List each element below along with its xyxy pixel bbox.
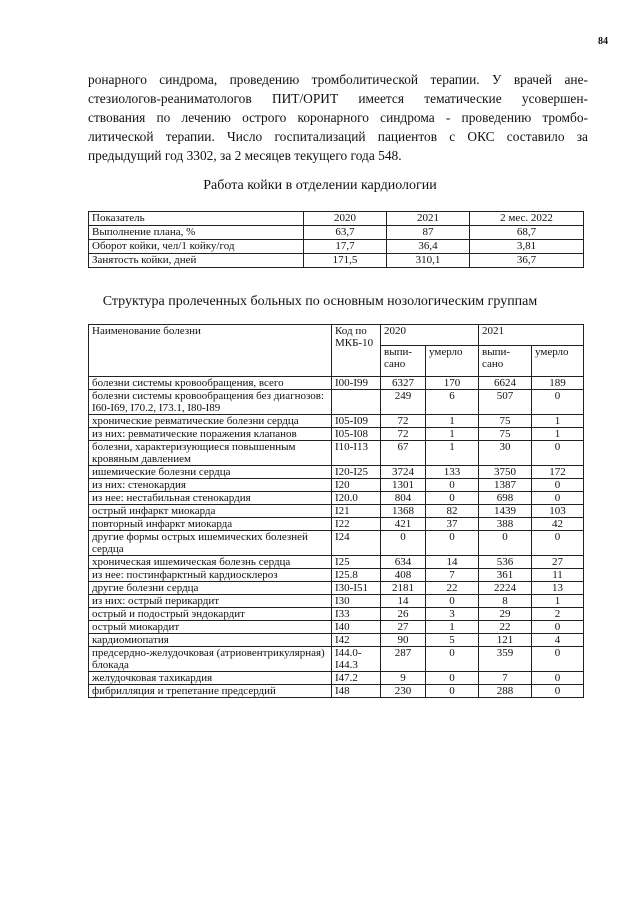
page-number: 84 [598, 36, 608, 47]
header-cell: Код по МКБ-10 [332, 325, 381, 377]
value-cell: 27 [381, 621, 426, 634]
value-cell: 1 [426, 621, 479, 634]
disease-name-cell: повторный инфаркт миокарда [89, 518, 332, 531]
header-cell: выпи-сано [381, 346, 426, 377]
header-cell: 2020 [381, 325, 479, 346]
disease-name-cell: другие формы острых ишемических болезней сердца [89, 531, 332, 556]
value-cell: 8 [479, 595, 532, 608]
value-cell: 0 [479, 531, 532, 556]
table-row [89, 226, 584, 240]
disease-name-cell: хронические ревматические болезни сердца [89, 415, 332, 428]
icd-code-cell: I10-I13 [332, 441, 381, 466]
icd-code-cell: I05-I08 [332, 428, 381, 441]
value-cell: 1387 [479, 479, 532, 492]
value-cell: 0 [532, 492, 584, 505]
value-cell: 172 [532, 466, 584, 479]
table-row [89, 582, 584, 595]
disease-name-cell: из нее: постинфарктный кардиосклероз [89, 569, 332, 582]
disease-name-cell: предсердно-желудочковая (атриовентрикулярная) блокада [89, 647, 332, 672]
value-cell: 1 [532, 415, 584, 428]
cell: 68,7 [470, 226, 584, 240]
value-cell: 3750 [479, 466, 532, 479]
value-cell: 37 [426, 518, 479, 531]
header-cell: умерло [532, 346, 584, 377]
header-cell: 2021 [387, 212, 470, 226]
value-cell: 7 [479, 672, 532, 685]
table-row [89, 595, 584, 608]
value-cell: 2181 [381, 582, 426, 595]
value-cell: 7 [426, 569, 479, 582]
paragraph-line: ронарного синдрома, проведению тромболитической терапии. У врачей ане- [88, 72, 588, 87]
disease-name-cell: острый инфаркт миокарда [89, 505, 332, 518]
table-row [89, 621, 584, 634]
value-cell: 0 [426, 647, 479, 672]
disease-name-cell: кардиомиопатия [89, 634, 332, 647]
value-cell: 0 [532, 672, 584, 685]
table-row [89, 377, 584, 390]
body-paragraph [88, 70, 588, 165]
value-cell: 421 [381, 518, 426, 531]
paragraph-line: предыдущий год 3302, за 2 месяцев текущего года 548. [88, 148, 402, 163]
table-row [89, 518, 584, 531]
table-row [89, 531, 584, 556]
value-cell: 5 [426, 634, 479, 647]
value-cell: 14 [426, 556, 479, 569]
value-cell: 121 [479, 634, 532, 647]
icd-code-cell: I21 [332, 505, 381, 518]
value-cell: 1 [532, 428, 584, 441]
value-cell: 1 [532, 595, 584, 608]
value-cell: 189 [532, 377, 584, 390]
value-cell: 3 [426, 608, 479, 621]
paragraph-line: ствования по лечению острого коронарного синдрома - проведению тромбо- [88, 110, 588, 125]
table1-caption: Работа койки в отделении кардиологии [203, 178, 437, 193]
value-cell: 29 [479, 608, 532, 621]
value-cell: 698 [479, 492, 532, 505]
value-cell: 0 [426, 595, 479, 608]
value-cell: 288 [479, 685, 532, 698]
paragraph-line: стезиологов-реаниматологов ПИТ/ОРИТ имеется тематические усовершен- [88, 91, 588, 106]
value-cell: 170 [426, 377, 479, 390]
table-row [89, 428, 584, 441]
table-header-row [89, 325, 584, 346]
icd-code-cell: I22 [332, 518, 381, 531]
value-cell: 0 [381, 531, 426, 556]
cell: 36,7 [470, 254, 584, 268]
value-cell: 0 [532, 441, 584, 466]
cell: 63,7 [304, 226, 387, 240]
value-cell: 75 [479, 428, 532, 441]
value-cell: 2224 [479, 582, 532, 595]
value-cell: 0 [532, 531, 584, 556]
icd-code-cell: I48 [332, 685, 381, 698]
value-cell: 287 [381, 647, 426, 672]
value-cell: 0 [532, 621, 584, 634]
paragraph-line: литической терапии. Число госпитализаций пациентов с ОКС составило за [88, 129, 588, 144]
value-cell: 1439 [479, 505, 532, 518]
value-cell: 361 [479, 569, 532, 582]
value-cell: 6327 [381, 377, 426, 390]
value-cell: 3724 [381, 466, 426, 479]
value-cell: 42 [532, 518, 584, 531]
cell: Оборот койки, чел/1 койку/год [89, 240, 304, 254]
icd-code-cell: I25.8 [332, 569, 381, 582]
disease-name-cell: из нее: нестабильная стенокардия [89, 492, 332, 505]
value-cell: 507 [479, 390, 532, 415]
icd-code-cell: I20-I25 [332, 466, 381, 479]
value-cell: 27 [532, 556, 584, 569]
value-cell: 90 [381, 634, 426, 647]
disease-name-cell: желудочковая тахикардия [89, 672, 332, 685]
value-cell: 14 [381, 595, 426, 608]
table-row [89, 479, 584, 492]
icd-code-cell: I47.2 [332, 672, 381, 685]
disease-name-cell: болезни, характеризующиеся повышенным кровяным давлением [89, 441, 332, 466]
cell: 310,1 [387, 254, 470, 268]
nosology-table [88, 324, 584, 698]
value-cell: 230 [381, 685, 426, 698]
value-cell: 67 [381, 441, 426, 466]
bed-work-table [88, 211, 584, 268]
cell: Занятость койки, дней [89, 254, 304, 268]
disease-name-cell: хроническая ишемическая болезнь сердца [89, 556, 332, 569]
value-cell: 133 [426, 466, 479, 479]
table-row [89, 254, 584, 268]
value-cell: 22 [426, 582, 479, 595]
value-cell: 82 [426, 505, 479, 518]
table-row [89, 390, 584, 415]
header-cell: 2021 [479, 325, 584, 346]
value-cell: 103 [532, 505, 584, 518]
table-header-row [89, 212, 584, 226]
value-cell: 0 [426, 479, 479, 492]
value-cell: 13 [532, 582, 584, 595]
value-cell: 22 [479, 621, 532, 634]
cell: 87 [387, 226, 470, 240]
value-cell: 9 [381, 672, 426, 685]
header-cell: Показатель [89, 212, 304, 226]
value-cell: 0 [532, 390, 584, 415]
value-cell: 0 [532, 685, 584, 698]
cell: 17,7 [304, 240, 387, 254]
value-cell: 26 [381, 608, 426, 621]
disease-name-cell: из них: острый перикардит [89, 595, 332, 608]
value-cell: 72 [381, 428, 426, 441]
table-row [89, 672, 584, 685]
icd-code-cell: I00-I99 [332, 377, 381, 390]
table-row [89, 685, 584, 698]
header-cell: умерло [426, 346, 479, 377]
table-row [89, 441, 584, 466]
table-row [89, 240, 584, 254]
table2-caption: Структура пролеченных больных по основным нозологическим группам [102, 294, 538, 309]
cell: 171,5 [304, 254, 387, 268]
value-cell: 0 [426, 531, 479, 556]
value-cell: 804 [381, 492, 426, 505]
value-cell: 408 [381, 569, 426, 582]
value-cell: 72 [381, 415, 426, 428]
icd-code-cell: I20.0 [332, 492, 381, 505]
value-cell: 1368 [381, 505, 426, 518]
value-cell: 0 [426, 685, 479, 698]
value-cell: 0 [426, 672, 479, 685]
disease-name-cell: острый миокардит [89, 621, 332, 634]
table-row [89, 634, 584, 647]
value-cell: 1 [426, 428, 479, 441]
header-cell: 2 мес. 2022 [470, 212, 584, 226]
disease-name-cell: из них: ревматические поражения клапанов [89, 428, 332, 441]
disease-name-cell: другие болезни сердца [89, 582, 332, 595]
cell: 36,4 [387, 240, 470, 254]
header-cell: Наименование болезни [89, 325, 332, 377]
cell: Выполнение плана, % [89, 226, 304, 240]
icd-code-cell: I30-I51 [332, 582, 381, 595]
disease-name-cell: из них: стенокардия [89, 479, 332, 492]
value-cell: 6 [426, 390, 479, 415]
disease-name-cell: острый и подострый эндокардит [89, 608, 332, 621]
icd-code-cell: I42 [332, 634, 381, 647]
table-row [89, 492, 584, 505]
value-cell: 4 [532, 634, 584, 647]
table-row [89, 608, 584, 621]
value-cell: 0 [532, 647, 584, 672]
icd-code-cell: I20 [332, 479, 381, 492]
icd-code-cell: I33 [332, 608, 381, 621]
table-row [89, 415, 584, 428]
value-cell: 11 [532, 569, 584, 582]
icd-code-cell: I44.0-I44.3 [332, 647, 381, 672]
icd-code-cell: I40 [332, 621, 381, 634]
cell: 3,81 [470, 240, 584, 254]
icd-code-cell: I24 [332, 531, 381, 556]
icd-code-cell [332, 390, 381, 415]
value-cell: 1 [426, 441, 479, 466]
value-cell: 1301 [381, 479, 426, 492]
value-cell: 634 [381, 556, 426, 569]
value-cell: 388 [479, 518, 532, 531]
value-cell: 30 [479, 441, 532, 466]
value-cell: 2 [532, 608, 584, 621]
table-row [89, 505, 584, 518]
value-cell: 359 [479, 647, 532, 672]
disease-name-cell: ишемические болезни сердца [89, 466, 332, 479]
disease-name-cell: фибрилляция и трепетание предсердий [89, 685, 332, 698]
icd-code-cell: I25 [332, 556, 381, 569]
table-row [89, 556, 584, 569]
table-row [89, 466, 584, 479]
value-cell: 6624 [479, 377, 532, 390]
value-cell: 536 [479, 556, 532, 569]
value-cell: 0 [426, 492, 479, 505]
icd-code-cell: I30 [332, 595, 381, 608]
disease-name-cell: болезни системы кровообращения, всего [89, 377, 332, 390]
header-cell: 2020 [304, 212, 387, 226]
table-row [89, 569, 584, 582]
value-cell: 1 [426, 415, 479, 428]
disease-name-cell: болезни системы кровообращения без диагнозов: I60-I69, I70.2, I73.1, I80-I89 [89, 390, 332, 415]
value-cell: 0 [532, 479, 584, 492]
value-cell: 249 [381, 390, 426, 415]
value-cell: 75 [479, 415, 532, 428]
header-cell: выпи-сано [479, 346, 532, 377]
table-row [89, 647, 584, 672]
icd-code-cell: I05-I09 [332, 415, 381, 428]
